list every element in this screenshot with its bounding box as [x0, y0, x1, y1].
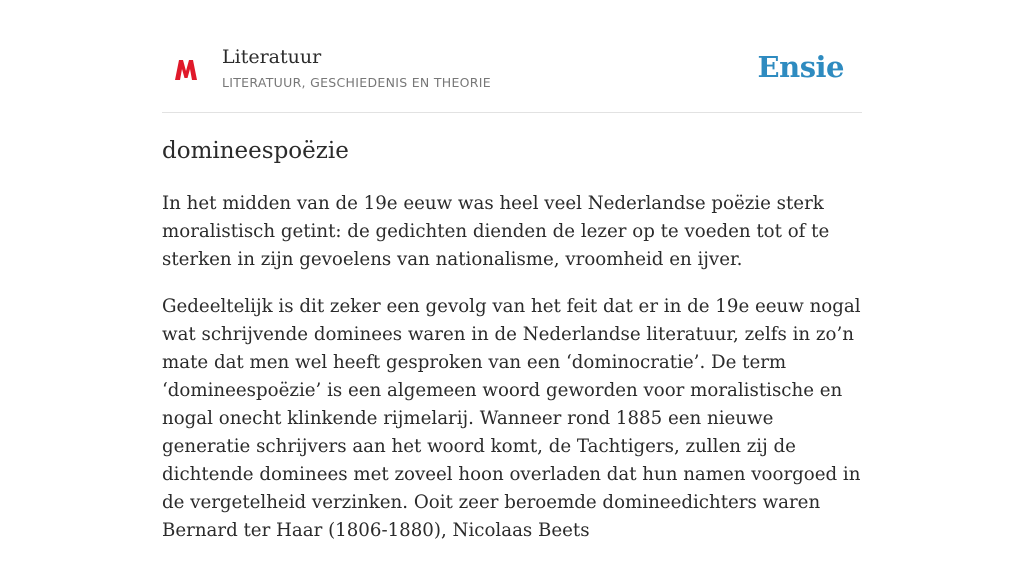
article-body [162, 190, 862, 564]
article-title: domineespoëzie [162, 138, 349, 164]
article-paragraph: Gedeeltelijk is dit zeker een gevolg van het feit dat er in de 19e eeuw nogal wat schrijvende dominees waren in de Nederlandse literatuur, zelfs in zo’n mate dat men wel heeft gesproken van een ‘dominocratie’. De term ‘domineespoëzie’ is een algemeen woord geworden voor moralistische en nogal onecht klinkende rijmelarij. Wanneer rond 1885 een nieuwe generatie schrijvers aan het woord komt, de Tachtigers, zullen zij de dichtende dominees met zoveel hoon overladen dat hun namen voorgoed in de vergetelheid verzinken. Ooit zeer beroemde domineedichters waren Bernard ter Haar (1806-1880), Nicolaas Beets [162, 296, 861, 541]
site-subtitle: LITERATUUR, GESCHIEDENIS EN THEORIE [222, 75, 491, 90]
ensie-brand-logo[interactable]: Ensie [757, 50, 844, 84]
article-paragraph: In het midden van de 19e eeuw was heel veel Nederlandse poëzie sterk moralistisch getint: de gedichten dienden de lezer op te voeden tot of te sterken in zijn gevoelens van nationalisme, vroomheid en ijver. [162, 193, 830, 270]
site-header [162, 30, 862, 113]
site-title[interactable]: Literatuur [222, 46, 322, 68]
m-logo-icon[interactable] [172, 56, 200, 84]
